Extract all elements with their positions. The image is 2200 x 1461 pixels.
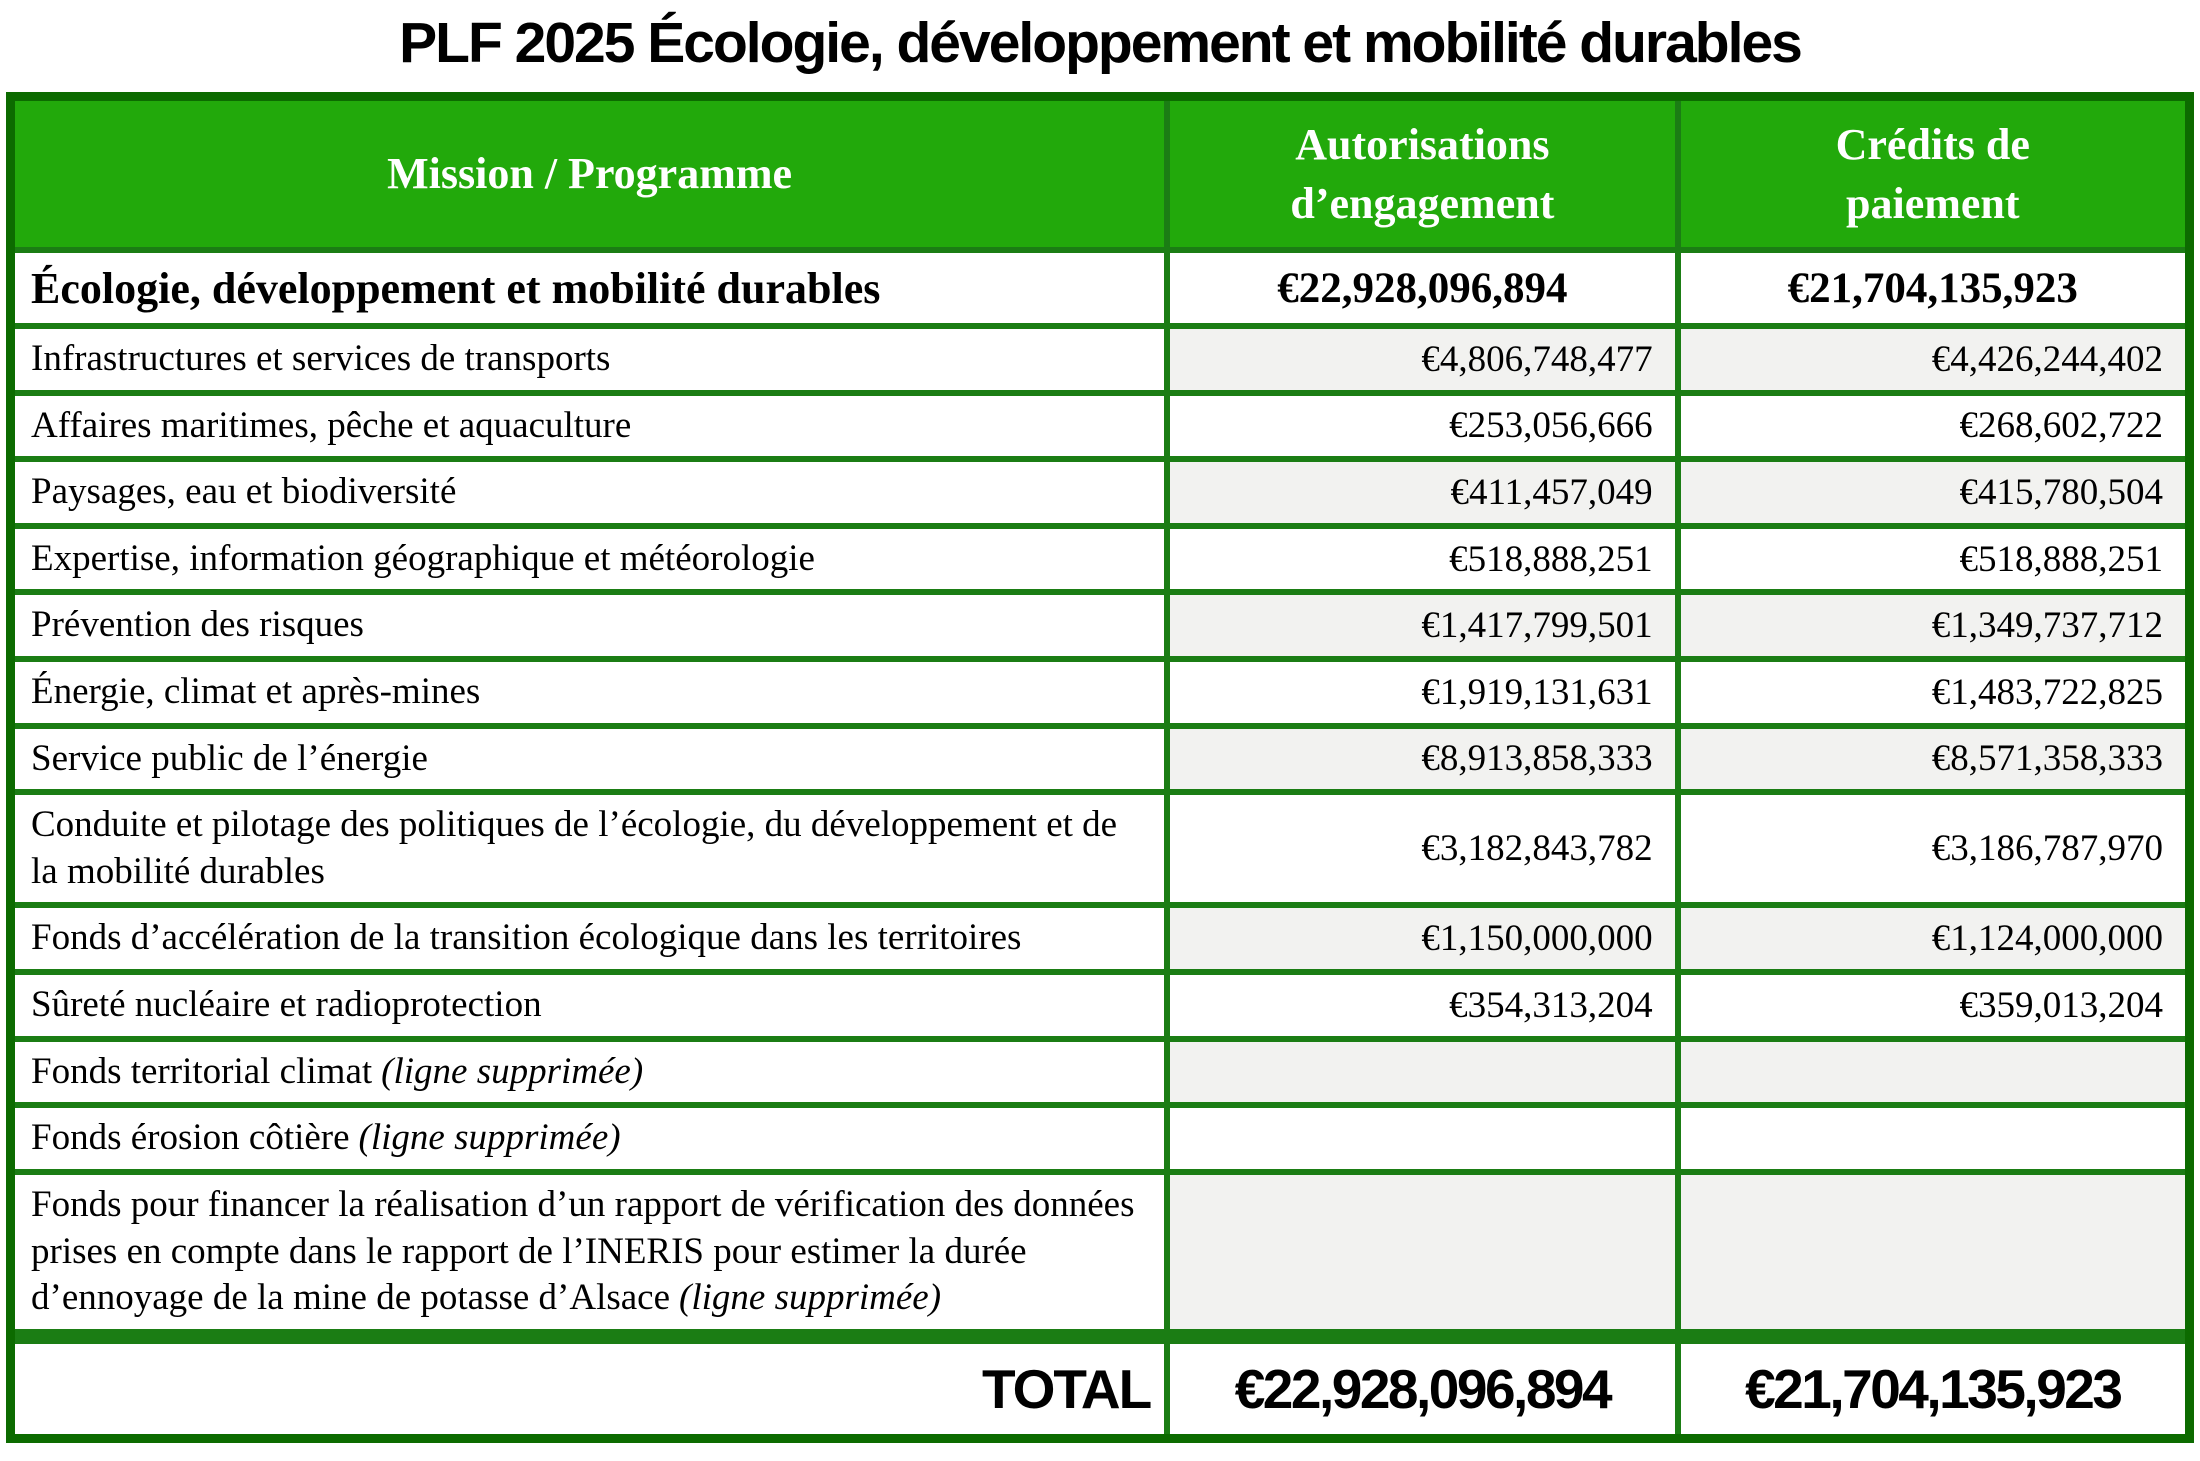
table-row-ae: €354,313,204: [1170, 975, 1674, 1036]
col-header-credits: Crédits de paiement: [1681, 101, 2185, 247]
table-row-label: [15, 975, 1164, 1036]
table-row-ae: €1,150,000,000: [1170, 908, 1674, 969]
table-row-cp: €1,349,737,712: [1681, 595, 2185, 656]
table-row-cp: €4,426,244,402: [1681, 329, 2185, 390]
row-label-text: Fonds d’accélération de la transition écologique dans les territoires: [31, 917, 1022, 959]
table-row-label: [15, 396, 1164, 457]
row-label-text: Infrastructures et services de transports: [31, 338, 611, 379]
table-row-cp: €1,124,000,000: [1681, 908, 2185, 969]
row-label-text: Fonds territorial climat (ligne supprimée): [31, 1050, 644, 1092]
table-row-ae: €8,913,858,333: [1170, 729, 1674, 790]
row-label-text: Fonds érosion côtière (ligne supprimée): [31, 1117, 621, 1159]
table-row-cp: €518,888,251: [1681, 529, 2185, 590]
row-label-suffix: (ligne supprimée): [679, 1277, 942, 1319]
mission-row-label: Écologie, développement et mobilité durables: [15, 253, 1164, 323]
table-row-ae: €1,919,131,631: [1170, 662, 1674, 723]
table-row-label: [15, 1108, 1164, 1169]
table-row-ae: €4,806,748,477: [1170, 329, 1674, 390]
row-label-text: Service public de l’énergie: [31, 737, 428, 779]
col-header-autorisations: Autorisations d’engagement: [1170, 101, 1674, 247]
row-label-text: Sûreté nucléaire et radioprotection: [31, 984, 542, 1026]
table-row-label: [15, 329, 1164, 390]
table-row-label: [15, 795, 1164, 902]
budget-table: [6, 92, 2194, 1443]
table-row-label: [15, 529, 1164, 590]
table-row-ae: [1170, 1108, 1674, 1169]
table-row-label: [15, 729, 1164, 790]
mission-row-ae: €22,928,096,894: [1170, 253, 1674, 323]
table-row-label: [15, 908, 1164, 969]
table-row-cp: €8,571,358,333: [1681, 729, 2185, 790]
row-label-text: Expertise, information géographique et météorologie: [31, 537, 815, 579]
table-row-cp: €1,483,722,825: [1681, 662, 2185, 723]
total-row-label: TOTAL: [15, 1344, 1164, 1434]
table-row-label: [15, 1175, 1164, 1329]
total-row-cp: €21,704,135,923: [1681, 1344, 2185, 1434]
table-row-label: [15, 1042, 1164, 1103]
row-label-suffix: (ligne supprimée): [358, 1117, 621, 1159]
col-header-mission: Mission / Programme: [15, 101, 1164, 247]
table-row-cp: [1681, 1175, 2185, 1329]
table-row-ae: €3,182,843,782: [1170, 795, 1674, 902]
table-row-ae: [1170, 1175, 1674, 1329]
row-label-text: Énergie, climat et après-mines: [31, 671, 481, 713]
mission-row-cp: €21,704,135,923: [1681, 253, 2185, 323]
table-row-ae: €411,457,049: [1170, 462, 1674, 523]
table-row-ae: [1170, 1042, 1674, 1103]
page-title: PLF 2025 Écologie, développement et mobilité durables: [399, 11, 1801, 75]
table-row-label: [15, 662, 1164, 723]
total-row-ae: €22,928,096,894: [1170, 1344, 1674, 1434]
table-row-cp: €415,780,504: [1681, 462, 2185, 523]
table-row-label: [15, 595, 1164, 656]
row-label-text: Affaires maritimes, pêche et aquaculture: [31, 404, 632, 446]
table-row-cp: €3,186,787,970: [1681, 795, 2185, 902]
table-row-cp: €268,602,722: [1681, 396, 2185, 457]
row-label-suffix: (ligne supprimée): [381, 1050, 644, 1092]
row-label-text: Paysages, eau et biodiversité: [31, 471, 457, 513]
table-row-ae: €1,417,799,501: [1170, 595, 1674, 656]
table-row-cp: [1681, 1108, 2185, 1169]
total-divider: [15, 1335, 2185, 1338]
row-label-text: Conduite et pilotage des politiques de l’écologie, du développement et de la mobilité durables: [31, 804, 1118, 892]
table-row-ae: €518,888,251: [1170, 529, 1674, 590]
row-label-text: Fonds pour financer la réalisation d’un rapport de vérification des données prises en compte dans le rapport de l’INERIS pour estimer la durée d’ennoyage de la mine de potasse d’Alsace (ligne supprimée): [31, 1183, 1135, 1319]
table-row-label: [15, 462, 1164, 523]
table-row-ae: €253,056,666: [1170, 396, 1674, 457]
table-row-cp: €359,013,204: [1681, 975, 2185, 1036]
row-label-text: Prévention des risques: [31, 604, 364, 646]
table-row-cp: [1681, 1042, 2185, 1103]
